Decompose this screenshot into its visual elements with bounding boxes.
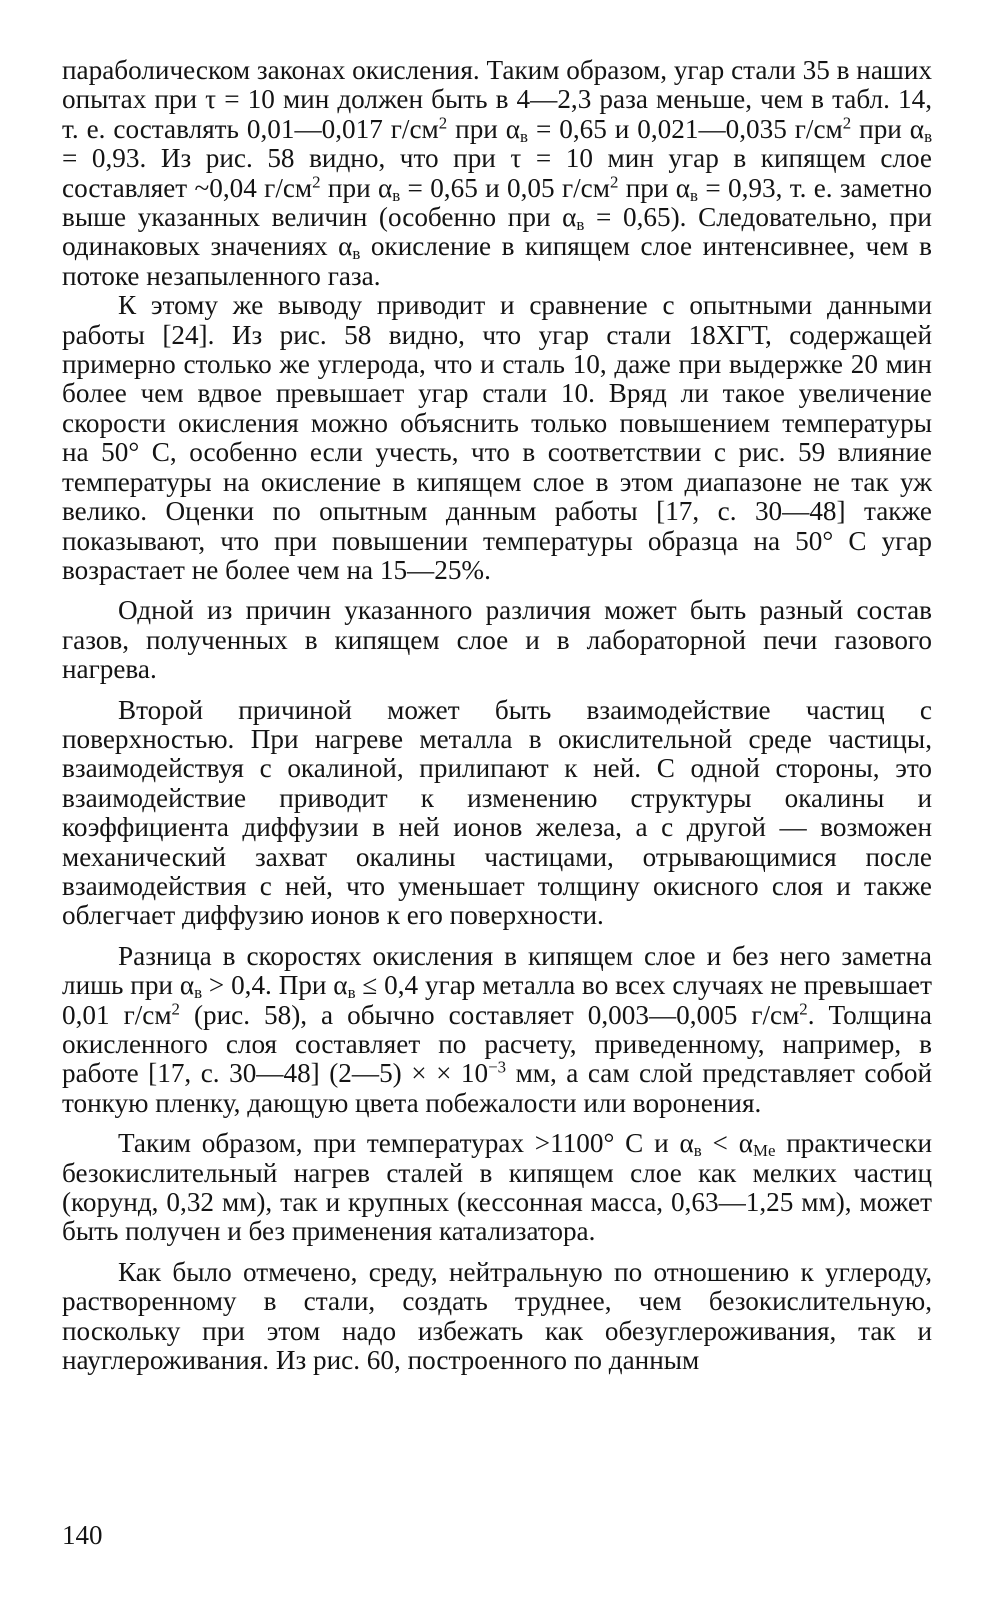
page-body xyxy=(62,56,932,1375)
paragraph-1: параболическом законах окисления. Таким образом, угар стали 35 в наших опытах при τ = 10 мин должен быть в 4—2,3 раза меньше, чем в табл. 14, т. е. составлять 0,01—0,017 $г/см^2$ при $\alpha_в = 0,65$ и 0,021—0,035 $г/см^2$ при $\alpha_в = 0,93$. Из рис. 58 видно, что при τ = 10 мин угар в кипящем слое составляет ~0,04 $г/см^2$ при $\alpha_в = 0,65$ и 0,05 $г/см^2$ при $\alpha_в = 0,93$, т. е. заметно выше указанных величин (особенно при $\alpha_в = 0,65$). Следовательно, при одинаковых значениях $\alpha_в$ окисление в кипящем слое интенсивнее, чем в потоке незапыленного газа. xyxy=(62,55,933,291)
page-number: 140 xyxy=(62,1520,103,1550)
paragraph-7: Как было отмечено, среду, нейтральную по отношению к углероду, растворенному в стали, создать труднее, чем безокислительную, поскольку при этом надо избежать как обезуглероживания, так и науглероживания. Из рис. 60, построенного по данным xyxy=(62,1256,932,1376)
paragraph-4: Второй причиной может быть взаимодействие частиц с поверхностью. При нагреве металла в окислительной среде частицы, взаимодействуя с окалиной, прилипают к ней. С одной стороны, это взаимодействие приводит к изменению структуры окалины и коэффициента диффузии в ней ионов железа, а с другой — возможен механический захват окалины частицами, отрывающимися после взаимодействия с ней, что уменьшает толщину окисного слоя и также облегчает диффузию ионов к его поверхности. xyxy=(62,694,932,931)
paragraph-5: Разница в скоростях окисления в кипящем слое и без него заметна лишь при $\alpha_в > 0,4$. При $\alpha_в \le 0,4$ угар металла во всех случаях не превышает 0,01 $г/см^2$ (рис. 58), а обычно составляет 0,003—0,005 $г/см^2$. Толщина окисленного слоя составляет по расчету, приведенному, например, в работе [17, с. 30—48] (2—5) × × $10^{-3}$ мм, а сам слой представляет собой тонкую пленку, дающую цвета побежалости или воронения. xyxy=(62,940,933,1118)
paragraph-6: Таким образом, при температурах >1100° С и $\alpha_в < \alpha_{Me}$ практически безокислительный нагрев сталей в кипящем слое как мелких частиц (корунд, 0,32 мм), так и крупных (кессонная масса, 0,63—1,25 мм), может быть получен и без применения катализатора. xyxy=(62,1128,932,1247)
paragraph-3: Одной из причин указанного различия может быть разный состав газов, полученных в кипящем слое и в лабораторной печи газового нагрева. xyxy=(62,595,932,685)
paragraph-2: К этому же выводу приводит и сравнение с опытными данными работы [24]. Из рис. 58 видно, что угар стали 18ХГТ, содержащей примерно столько же углерода, что и сталь 10, даже при выдержке 20 мин более чем вдвое превышает угар стали 10. Вряд ли такое увеличение скорости окисления можно объяснить только повышением температуры на 50° С, особенно если учесть, что в соответствии с рис. 59 влияние температуры на окисление в кипящем слое в этом диапазоне не так уж велико. Оценки по опытным данным работы [17, с. 30—48] также показывают, что при повышении температуры образца на 50° С угар возрастает не более чем на 15—25%. xyxy=(62,290,932,585)
